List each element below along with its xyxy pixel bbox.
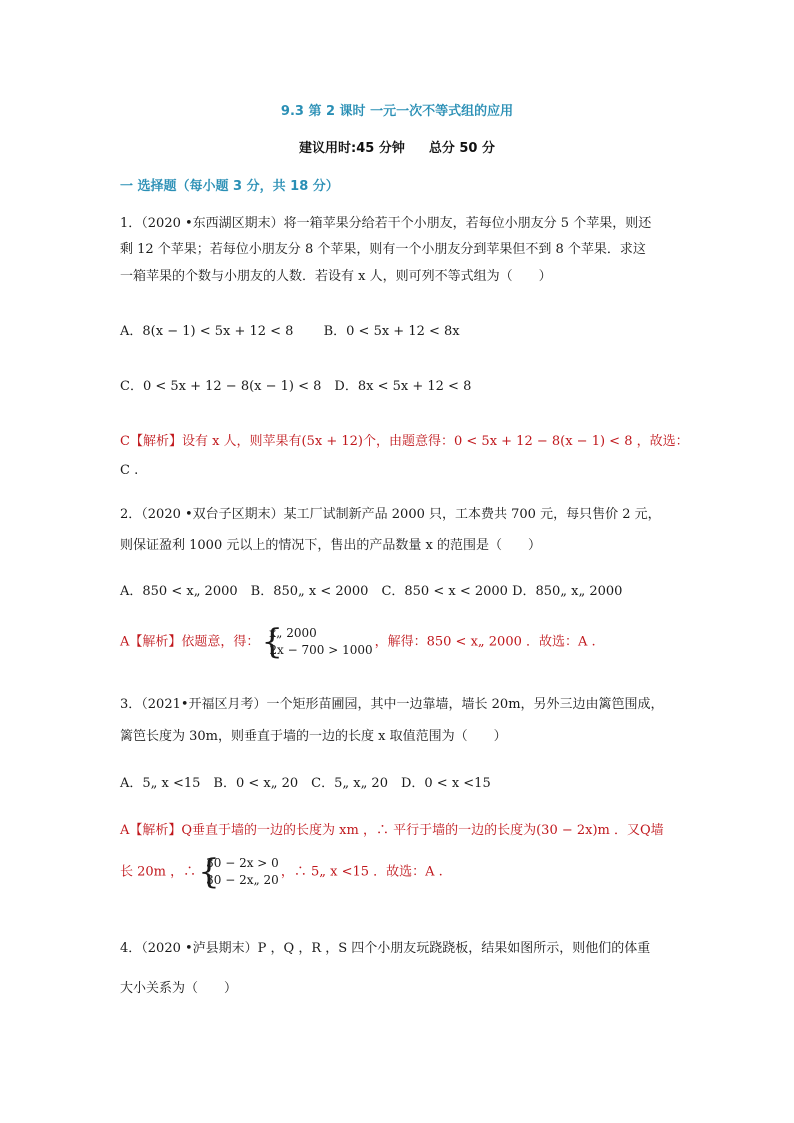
q1-stem-line-1: 1．（2020 •东西湖区期末）将一箱苹果分给若干个小朋友，若每位小朋友分 5 个苹果，则还 <box>120 216 652 231</box>
q2-answer-suffix: ，解得：850 < x„ 2000 ．故选：A . <box>374 634 596 650</box>
q2-inequality-system: { x„ 2000 2x − 700 > 1000 <box>261 622 373 662</box>
q2-answer <box>120 622 596 662</box>
section-heading: 一 选择题（每小题 3 分，共 18 分） <box>120 179 339 194</box>
q3-system-row-1: 30 − 2x > 0 <box>206 856 279 870</box>
q4-stem-line-2: 大小关系为（ ） <box>120 981 238 996</box>
q1-stem-line-3: 一箱苹果的个数与小朋友的人数．若设有 x 人，则可列不等式组为（ ） <box>120 269 552 284</box>
q2-answer-prefix: A【解析】依题意，得： <box>120 634 260 650</box>
q3-system-row-2: 30 − 2x„ 20 <box>206 873 279 887</box>
q3-stem-line-1: 3．（2021•开福区月考）一个矩形苗圃园，其中一边靠墙，墙长 20m，另外三边由篱笆围成， <box>120 697 664 712</box>
q1-options-line-1: A．8(x − 1) < 5x + 12 < 8 B．0 < 5x + 12 < 8x <box>120 324 460 339</box>
q3-options: A．5„ x <15 B．0 < x„ 20 C．5„ x„ 20 D．0 < x <15 <box>120 776 491 791</box>
q3-inequality-system: { 30 − 2x > 0 30 − 2x„ 20 <box>198 852 279 892</box>
q3-answer-suffix: ，∴ 5„ x <15 ．故选：A . <box>280 864 443 880</box>
q2-system-row-2: 2x − 700 > 1000 <box>269 643 373 657</box>
time-score-line <box>0 137 794 156</box>
q3-answer-prefix: 长 20m ，∴ <box>120 864 197 880</box>
q3-stem-line-2: 篱笆长度为 30m，则垂直于墙的一边的长度 x 取值范围为（ ） <box>120 729 507 744</box>
q1-stem-line-2: 剩 12 个苹果；若每位小朋友分 8 个苹果，则有一个小朋友分到苹果但不到 8 个苹果．求这 <box>120 242 646 257</box>
lesson-title: 9.3 第 2 课时 一元一次不等式组的应用 <box>280 104 514 119</box>
q2-options: A．850 < x„ 2000 B．850„ x < 2000 C．850 < x < 2000 D．850„ x„ 2000 <box>120 584 623 599</box>
q2-stem-line-1: 2．（2020 •双台子区期末）某工厂试制新产品 2000 只，工本费共 700 元，每只售价 2 元， <box>120 507 661 522</box>
total-score: 总分 50 分 <box>428 141 495 156</box>
q3-answer-line-1: A【解析】Q垂直于墙的一边的长度为 xm ，∴ 平行于墙的一边的长度为(30 − 2x)m ．又Q墙 <box>120 823 664 838</box>
q2-system-row-1: x„ 2000 <box>269 626 317 640</box>
q2-stem-line-2: 则保证盈利 1000 元以上的情况下，售出的产品数量 x 的范围是（ ） <box>120 538 541 553</box>
q4-stem-line-1: 4．（2020 •泸县期末）P ，Q ，R ，S 四个小朋友玩跷跷板，结果如图所示，则他们的体重 <box>120 941 651 956</box>
q1-options-line-2: C．0 < 5x + 12 − 8(x − 1) < 8 D．8x < 5x + 12 < 8 <box>120 379 472 394</box>
suggested-time: 建议用时:45 分钟 <box>299 141 405 156</box>
q3-answer-line-2 <box>120 852 443 892</box>
q1-answer-line-2: C . <box>120 463 139 478</box>
q1-answer-line-1: C【解析】设有 x 人，则苹果有(5x + 12)个，由题意得：0 < 5x + 12 − 8(x − 1) < 8 ，故选： <box>120 434 689 449</box>
